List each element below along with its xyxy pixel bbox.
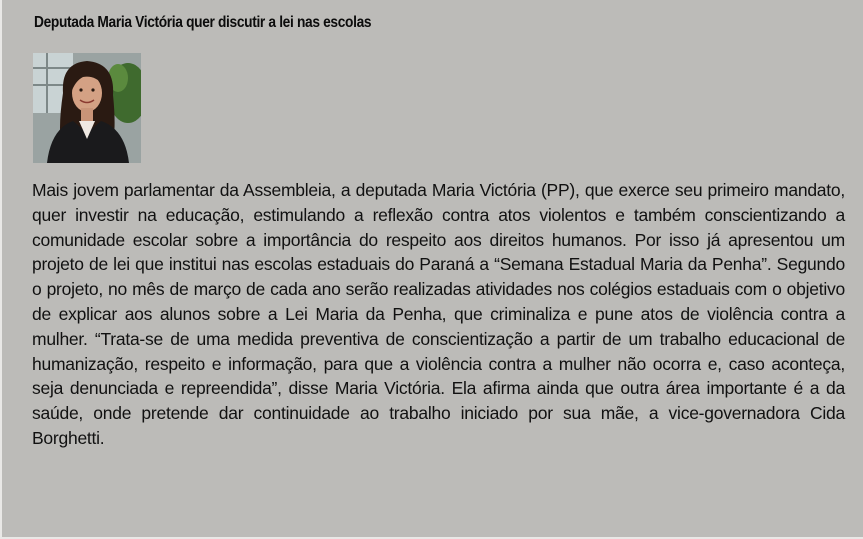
- article-body: Mais jovem parlamentar da Assembleia, a deputada Maria Victória (PP), que exerce seu primeiro mandato, quer investir na educação, estimulando a reflexão contra atos violentos e também conscientizando a comunidade escolar sobre a importância do respeito aos direitos humanos. Por isso já apresentou um projeto de lei que institui nas escolas estaduais do Paraná a “Semana Estadual Maria da Penha”. Segundo o projeto, no mês de março de cada ano serão realizadas atividades nos colégios estaduais com o objetivo de explicar aos alunos sobre a Lei Maria da Penha, que criminaliza e pune atos de violência contra a mulher. “Trata-se de uma medida preventiva de conscientização a partir de um trabalho educacional de humanização, respeito e informação, para que a violência contra a mulher não ocorra e, caso aconteça, seja denunciada e repreendida”, disse Maria Victória. Ela afirma ainda que outra área importante é a da saúde, onde pretende dar continuidade ao trabalho iniciado por sua mãe, a vice-governadora Cida Borghetti.: [32, 180, 845, 448]
- deputy-portrait-photo: [33, 53, 141, 163]
- article-title: Deputada Maria Victória quer discutir a lei nas escolas: [34, 14, 372, 31]
- portrait-icon: [33, 53, 141, 163]
